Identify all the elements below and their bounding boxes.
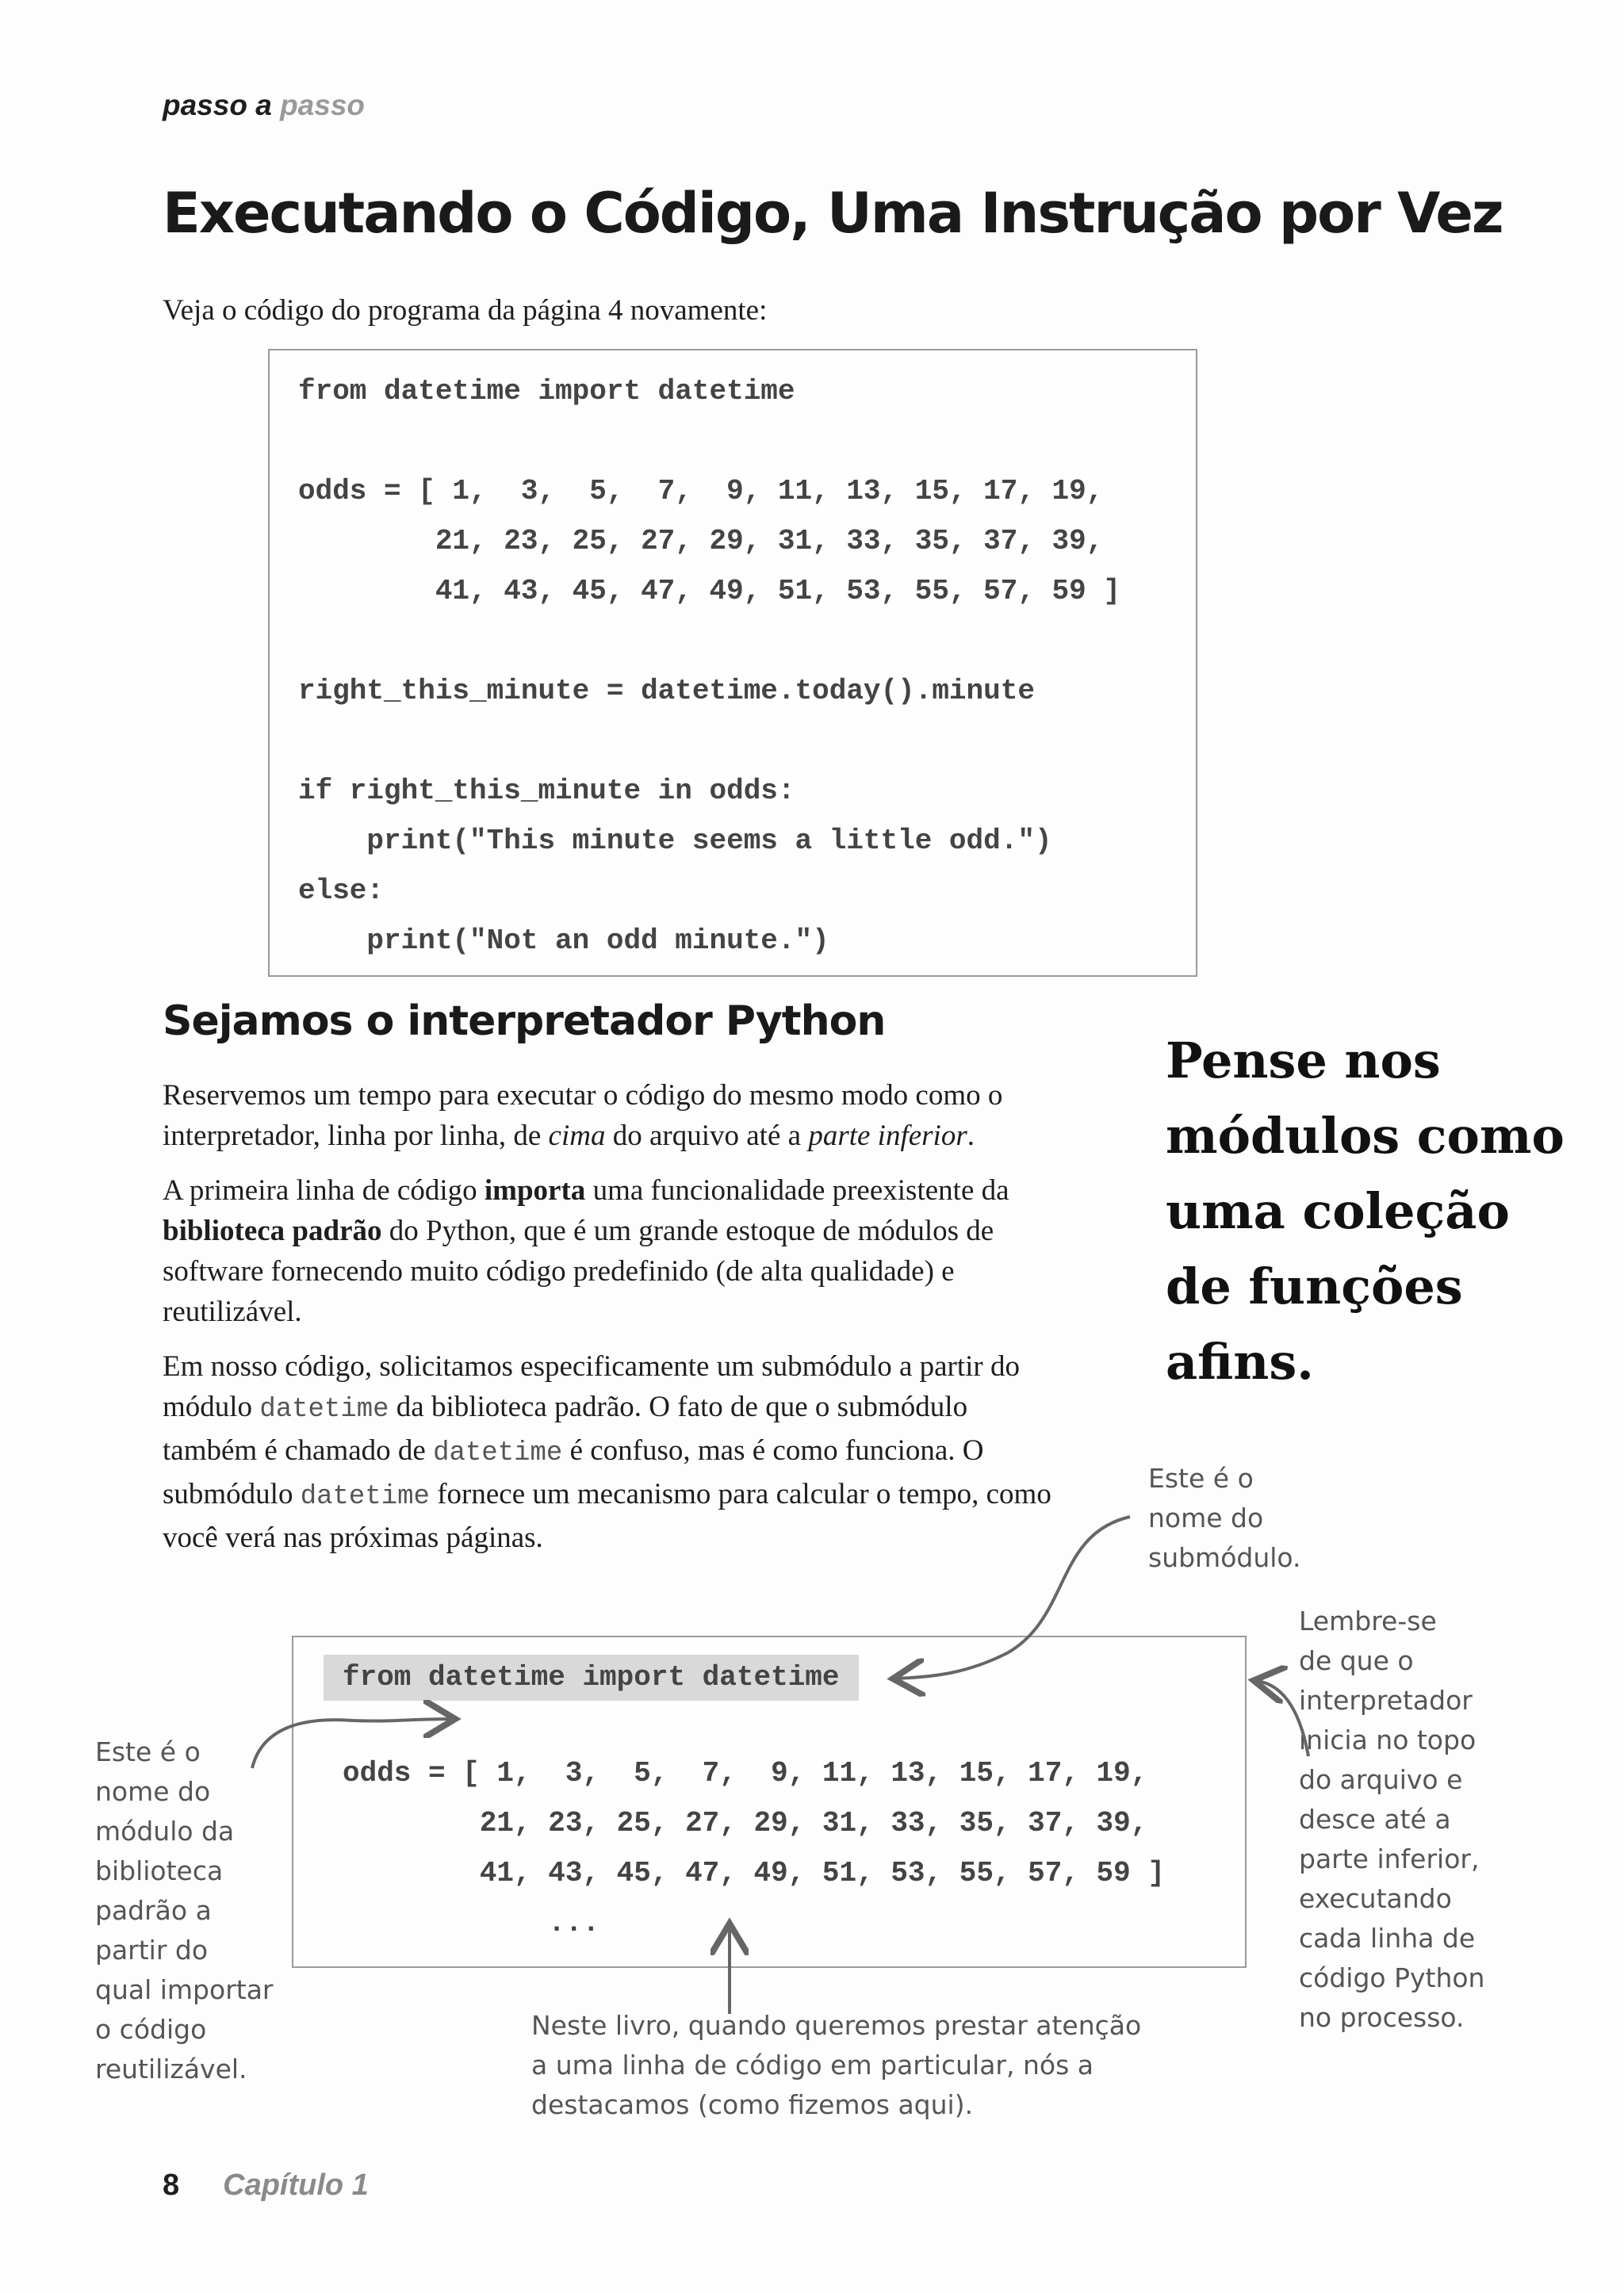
paragraph-1: Reservemos um tempo para executar o código do mesmo modo como o interpretador, linha por linha, de cima do arquivo até a parte inferior.	[163, 1079, 1003, 1152]
code-listing-excerpt: odds = [ 1, 3, 5, 7, 9, 11, 13, 15, 17, 19, 21, 23, 25, 27, 29, 31, 33, 35, 37, 39, 41, 43, 45, 47, 49, 51, 53, 55, 57, 59 ] ...	[343, 1757, 1165, 1939]
code-listing: from datetime import datetime odds = [ 1, 3, 5, 7, 9, 11, 13, 15, 17, 19, 21, 23, 25, 27, 29, 31, 33, 35, 37, 39, 41, 43, 45, 47, 49, 51, 53, 55, 57, 59 ] right_this_minute = datetime.today().minute if right_this_minute in odds: print("This minute seems a little odd.") else: print("Not an odd minute.")	[298, 375, 1120, 957]
annotation-submodule-name: Este é o nome do submódulo.	[1148, 1463, 1301, 1573]
paragraph-2: A primeira linha de código importa uma funcionalidade preexistente da biblioteca padrão do Python, que é um grande estoque de módulos de software fornecendo muito código predefinido (de alta qualidade) e reutilizável.	[163, 1174, 1009, 1328]
paragraph-3: Em nosso código, solicitamos especificamente um submódulo a partir do módulo datetime da biblioteca padrão. O fato de que o submódulo também é chamado de datetime é confuso, mas é como funciona. O submódulo datetime fornece um mecanismo para calcular o tempo, como você verá nas próximas páginas.	[163, 1350, 1051, 1554]
section-heading: Sejamos o interpretador Python	[163, 997, 886, 1045]
annotation-module-name: Este é o nome do módulo da biblioteca padrão a partir do qual importar o código reutilizável.	[95, 1736, 274, 2084]
highlighted-code-line: from datetime import datetime	[324, 1655, 859, 1701]
running-header	[163, 89, 365, 122]
header-word-2: passo	[280, 89, 366, 121]
body-text	[163, 1075, 1055, 1572]
page-footer	[163, 2169, 369, 2203]
pull-quote: Pense nos módulos como uma coleção de funções afins.	[1166, 1032, 1565, 1391]
annotation-highlight: Neste livro, quando queremos prestar atenção a uma linha de código em particular, nós a destacamos (como fizemos aqui).	[531, 2010, 1142, 2120]
page-number: 8	[163, 2169, 180, 2202]
annotation-top-to-bottom: Lembre-se de que o interpretador inicia no topo do arquivo e desce até a parte inferior, executando cada linha de código Python no processo.	[1299, 1606, 1485, 2033]
intro-text: Veja o código do programa da página 4 novamente:	[163, 294, 768, 327]
page-title: Executando o Código, Uma Instrução por Vez	[163, 181, 1503, 246]
highlighted-code-block	[292, 1636, 1247, 1968]
code-block	[268, 349, 1197, 977]
chapter-label: Capítulo 1	[223, 2169, 369, 2202]
header-word-1: passo a	[163, 89, 272, 121]
